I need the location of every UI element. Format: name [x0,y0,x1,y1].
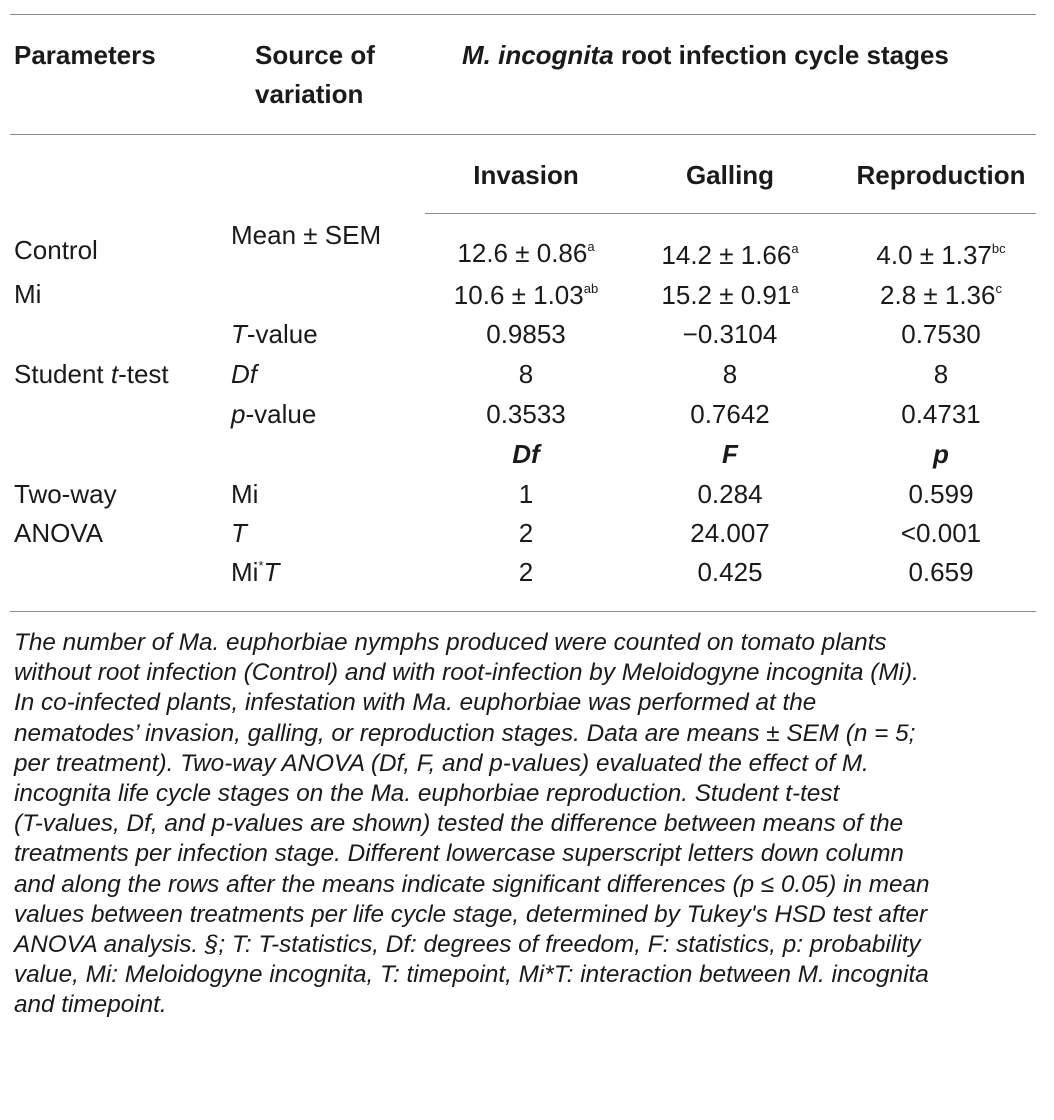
header-species: M. incognita [462,40,614,70]
tvalue-invasion: 0.9853 [486,319,566,349]
tvalue-reproduction: 0.7530 [901,319,981,349]
header-source-line1: Source of [255,40,375,70]
stage-invasion: Invasion [473,160,579,190]
tvalue-galling: −0.3104 [682,319,778,349]
footnote-line: In co-infected plants, infestation with Ma. euphorbiae was performed at the [14,689,817,717]
anova-header-f: F [722,439,738,469]
row-label-df: Df [231,359,257,389]
top-rule [10,14,1036,15]
pvalue-invasion: 0.3533 [486,399,566,429]
footnote-line: and along the rows after the means indicate significant differences (p ≤ 0.05) in mean [14,870,930,898]
row-label-control: Control [14,235,98,265]
stage-reproduction: Reproduction [856,160,1026,190]
anova-mi-df: 1 [518,479,534,509]
df-reproduction: 8 [933,359,949,389]
bottom-rule [10,611,1036,612]
anova-header-df: Df [512,439,540,469]
footnote-line: (T-values, Df, and p-values are shown) tested the difference between means of the [14,810,904,838]
anova-t-f: 24.007 [690,518,770,548]
pvalue-galling: 0.7642 [690,399,770,429]
stage-header-rule [425,213,1036,214]
row-label-tvalue: T-value [231,319,318,349]
anova-header-p: p [933,439,949,469]
footnote-line: ANOVA analysis. §; T: T-statistics, Df: degrees of freedom, F: statistics, p: probability [14,931,921,959]
control-reproduction: 4.0 ± 1.37$^{bc}$ [876,240,1006,270]
row-label-mi: Mi [14,279,42,309]
anova-mi-f: 0.284 [697,479,763,509]
control-galling: 14.2 ± 1.66$^a$ [661,240,799,270]
anova-row-label-mi-t: Mi*T [231,557,280,587]
mi-invasion: 10.6 ± 1.03$^{ab}$ [453,280,599,310]
footnote-line: value, Mi: Meloidogyne incognita, T: timepoint, Mi*T: interaction between M. incognita [14,961,929,989]
df-galling: 8 [722,359,738,389]
footnote-line: The number of Ma. euphorbiae nymphs produced were counted on tomato plants [14,629,887,656]
header-parameters: Parameters [14,40,156,70]
pvalue-reproduction: 0.4731 [901,399,981,429]
df-invasion: 8 [518,359,534,389]
anova-mi-p: 0.599 [908,479,974,509]
mi-reproduction: 2.8 ± 1.36$^c$ [880,280,1002,310]
row-label-pvalue: p-value [231,399,317,429]
footnote-line: nematodes’ invasion, galling, or reproduction stages. Data are means ± SEM (n = 5; [14,719,916,747]
anova-row-label-t: T [231,518,247,548]
row-label-two-way: Two-way [14,479,117,509]
header-rule [10,134,1036,135]
footnote-line: and timepoint. [14,991,167,1019]
row-label-mean-sem: Mean ± SEM [231,220,382,250]
footnote-line: without root infection (Control) and with root-infection by Meloidogyne incognita (Mi). [14,659,919,687]
stage-galling: Galling [685,160,775,190]
row-label-student-ttest: Student t-test [14,359,169,389]
footnote-line: incognita life cycle stages on the Ma. euphorbiae reproduction. Student t-test [14,780,840,808]
header-stages-rest: root infection cycle stages [613,40,949,70]
header-stages-title [462,39,949,71]
table-footnote [14,628,1044,1021]
row-label-anova: ANOVA [14,518,104,548]
footnote-line: per treatment). Two-way ANOVA (Df, F, and p-values) evaluated the effect of M. [14,749,869,777]
anova-row-label-mi: Mi [231,479,259,509]
control-invasion: 12.6 ± 0.86$^a$ [457,238,595,268]
anova-t-p: <0.001 [900,518,982,548]
footnote-line: treatments per infection stage. Different lowercase superscript letters down column [14,840,904,868]
footnote-line: values between treatments per life cycle stage, determined by Tukey's HSD test after [14,900,928,928]
anova-mit-p: 0.659 [908,557,974,587]
header-source-line2: variation [255,79,364,109]
mi-galling: 15.2 ± 0.91$^a$ [661,280,799,310]
anova-mit-df: 2 [518,557,534,587]
anova-mit-f: 0.425 [697,557,763,587]
anova-t-df: 2 [518,518,534,548]
